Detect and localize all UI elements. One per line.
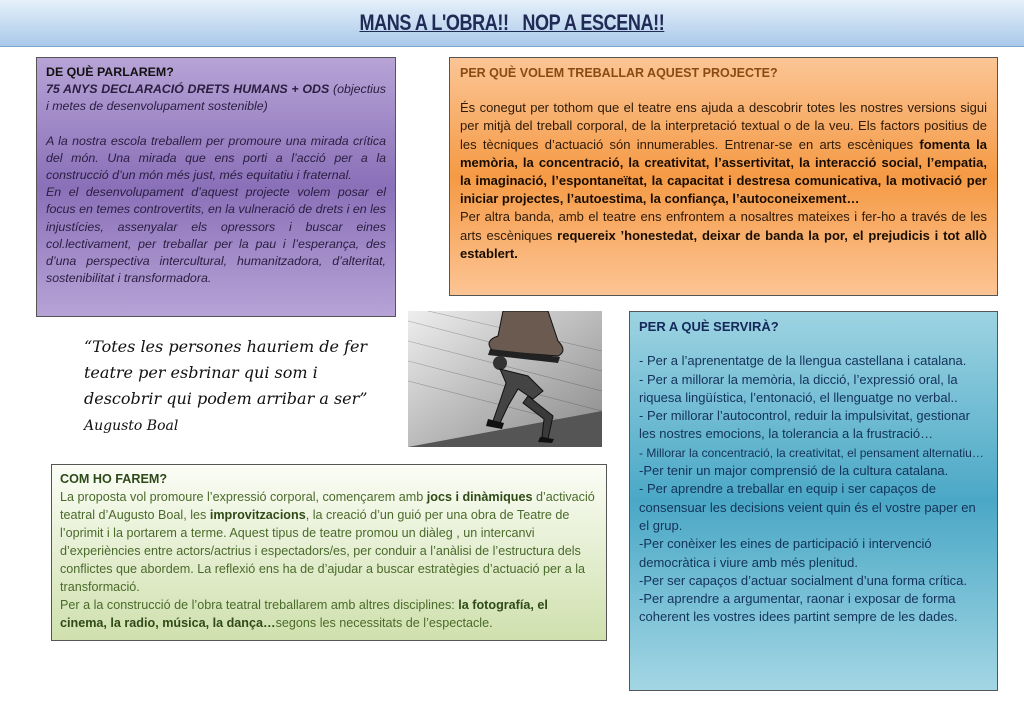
text: segons les necessitats de l’espectacle. <box>275 616 493 630</box>
topic-paragraph-1: A la nostra escola treballem per promoure una mirada crítica del món. Una mirada que ens porti a l’acció per a la construcció d’un món més just, més equitatiu i fraternal. <box>46 133 386 183</box>
topic-paragraph-2: En el desenvolupament d’aquest projecte volem posar el focus en temes controvertits, en la vulneració de drets i en les injustícies, assenyalar els opressors i buscar eines col.lectivament, per treballar per la pau i l’esperança, des d’una perspectiva intercultural, humanitzadora, d’alteritat, sostenibilitat i transformadora. <box>46 185 386 286</box>
purpose-list-item: - Millorar la concentració, la creativitat, el pensament alternatiu… <box>639 445 984 460</box>
how-heading: COM HO FAREM? <box>60 472 168 486</box>
text: , la creació d’un guió per una obra de Teatre de l’oprimit i la portarem a terme. Aquest tipus de teatre promou un diàleg , un intercanvi d’experiències entre actors/actrius i espectadors/es, per conduir a l’anàlisi de l’estructura dels conflictes que abordem. La reflexió ens ha de d’ajudar a buscar estratègies d’actuació per a la transformació. <box>60 508 586 594</box>
text: Per a la construcció de l’obra teatral treballarem amb altres disciplines: <box>60 598 459 612</box>
purpose-list-item: - Per aprendre a treballar en equip i ser capaços de consensuar les decisions veient quin és el vostre paper en el grup. <box>639 481 976 533</box>
quote-author: Augusto Boal <box>84 418 179 434</box>
topic-subheading <box>46 81 386 115</box>
topic-subheading-bold: 75 ANYS DECLARACIÓ DRETS HUMANS + ODS <box>46 82 330 97</box>
purpose-list-item: - Per millorar l’autocontrol, reduir la impulsivitat, gestionar les nostres emocions, la tolerancia a la frustració… <box>639 408 970 442</box>
text: És conegut per tothom que el teatre ens ajuda a descobrir totes les nostres versions sigui per mitjà del treball corporal, de la interpretació textual o de la veu. Els factors positius de les tècniques d’actuació són innumerables. Entrenar-se en arts escèniques <box>460 100 987 152</box>
text: Per altra banda, amb el teatre ens enfrontem a nosaltres mateixes i fer-ho a través de les arts escèniques <box>460 209 987 243</box>
topic-box <box>36 57 396 317</box>
bold-text: fomenta la memòria, la concentració, la creativitat, l’assertivitat, la interacció social, l’empatia, la imaginació, l’espontaneïtat, la capacitat i destresa comunicativa, la motivació per iniciar projectes, l’autoestima, la confiança, l’autoconeixement… <box>460 136 987 207</box>
purpose-list-item: -Per conèixer les eines de participació i intervenció democràtica i viure amb més plenitud. <box>639 536 932 570</box>
how-box <box>51 464 607 641</box>
purpose-list <box>639 352 988 626</box>
bold-text: la fotografía, el cinema, la radio, música, la dança… <box>60 598 548 630</box>
how-paragraph-1 <box>60 488 598 596</box>
how-paragraph-2 <box>60 596 598 632</box>
text: La proposta vol promoure l’expressió corporal, començarem amb <box>60 490 427 504</box>
bold-text: jocs i dinàmiques <box>426 490 533 504</box>
purpose-list-item: -Per tenir un major comprensió de la cultura catalana. <box>639 463 949 479</box>
topic-subheading-rest: (objectius i metes de desenvolupament sostenible) <box>46 82 386 114</box>
quote-text: “Totes les persones hauriem de fer teatre per esbrinar qui som i descobrir qui podem arribar a ser” <box>84 337 368 408</box>
boot-crushing-man-drawing-icon <box>408 311 602 447</box>
purpose-list-item: -Per ser capaços d’actuar socialment d’una forma crítica. <box>639 572 968 588</box>
purpose-heading: PER A QUÈ SERVIRÀ? <box>639 319 779 334</box>
purpose-list-item: - Per a millorar la memòria, la dicció, l’expressió oral, la riquesa lingüística, l’entonació, el llenguatge no verbal.. <box>639 371 958 405</box>
quote <box>84 334 394 439</box>
why-heading: PER QUÈ VOLEM TREBALLAR AQUEST PROJECTE? <box>460 66 778 80</box>
bold-text: improvitzacions <box>209 508 306 522</box>
purpose-list-item: - Per a l’aprenentatge de la llengua castellana i catalana. <box>639 353 967 369</box>
why-box <box>449 57 998 296</box>
text: d’activació teatral d’Augusto Boal, les <box>60 490 595 522</box>
why-paragraph-1 <box>460 99 987 208</box>
purpose-box <box>629 311 998 691</box>
page-title: MANS A L'OBRA!! NOP A ESCENA!! <box>359 10 665 35</box>
topic-heading: DE QUÈ PARLAREM? <box>46 65 174 79</box>
bold-text: requereix ’honestedat, deixar de banda la por, el prejudicis i tot allò establert. <box>460 227 987 261</box>
why-paragraph-2 <box>460 208 987 263</box>
purpose-list-item: -Per aprendre a argumentar, raonar i exposar de forma coherent les vostres idees partint sempre de les dades. <box>639 591 958 625</box>
title-banner <box>0 0 1024 47</box>
